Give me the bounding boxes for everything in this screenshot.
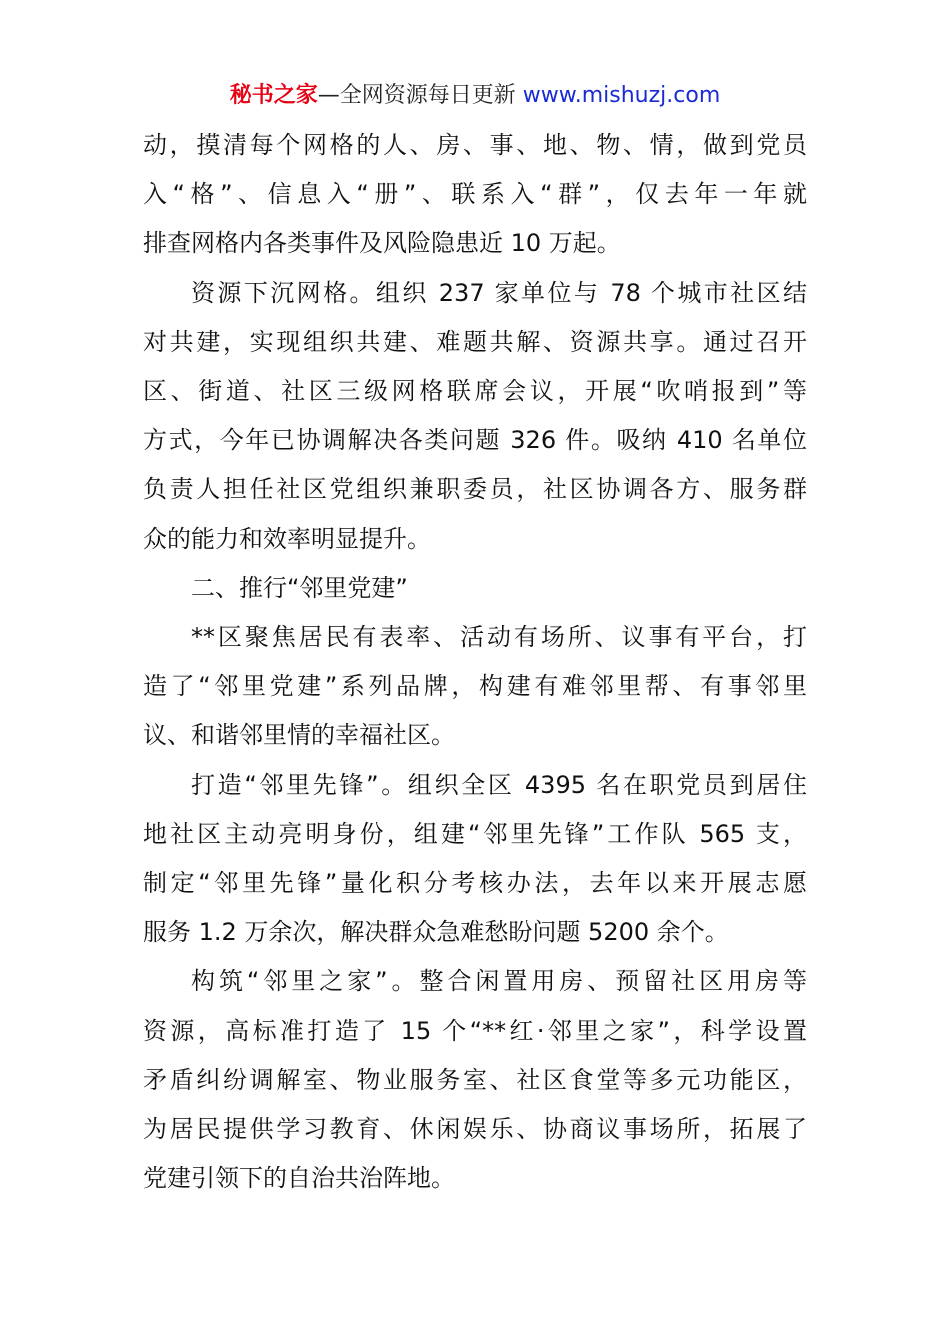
site-header [0,80,950,112]
document-body [143,121,807,1203]
text-line: 议、和谐邻里情的幸福社区。 [143,721,455,750]
site-url-link[interactable]: www.mishuzj.com [522,83,721,108]
section-heading: 二、推行“邻里党建” [191,573,408,602]
text-line: 对共建，实现组织共建、难题共解、资源共享。通过召开 [143,327,807,356]
text-line: 为居民提供学习教育、休闲娱乐、协商议事场所，拓展了 [143,1115,807,1144]
text-line: 制定“邻里先锋”量化积分考核办法，去年以来开展志愿 [143,869,807,898]
text-line: 资源，高标准打造了 15 个“**红·邻里之家”，科学设置 [143,1016,807,1045]
text-line: 排查网格内各类事件及风险隐患近 10 万起。 [143,229,621,258]
paragraph-start-line: 资源下沉网格。组织 237 家单位与 78 个城市社区结 [191,278,807,307]
text-line: 矛盾纠纷调解室、物业服务室、社区食堂等多元功能区， [143,1065,807,1094]
paragraph-start-line: **区聚焦居民有表率、活动有场所、议事有平台，打 [191,623,807,652]
paragraph-start-line: 构筑“邻里之家”。整合闲置用房、预留社区用房等 [191,967,807,996]
paragraph-start-line: 打造“邻里先锋”。组织全区 4395 名在职党员到居住 [191,770,807,799]
text-line: 地社区主动亮明身份，组建“邻里先锋”工作队 565 支， [143,819,807,848]
text-line: 区、街道、社区三级网格联席会议，开展“吹哨报到”等 [143,377,807,406]
text-line: 众的能力和效率明显提升。 [143,524,431,553]
site-brand: 秘书之家 [229,83,318,108]
text-line: 服务 1.2 万余次，解决群众急难愁盼问题 5200 余个。 [143,918,729,947]
text-line: 负责人担任社区党组织兼职委员，社区协调各方、服务群 [143,475,807,504]
text-line: 方式，今年已协调解决各类问题 326 件。吸纳 410 名单位 [143,426,807,455]
text-line: 动，摸清每个网格的人、房、事、地、物、情，做到党员 [143,131,807,159]
text-line: 入“格”、信息入“册”、联系入“群”，仅去年一年就 [143,180,807,209]
site-tagline: —全网资源每日更新 [317,83,523,108]
text-line: 党建引领下的自治共治阵地。 [143,1164,455,1193]
text-line: 造了“邻里党建”系列品牌，构建有难邻里帮、有事邻里 [143,672,807,701]
